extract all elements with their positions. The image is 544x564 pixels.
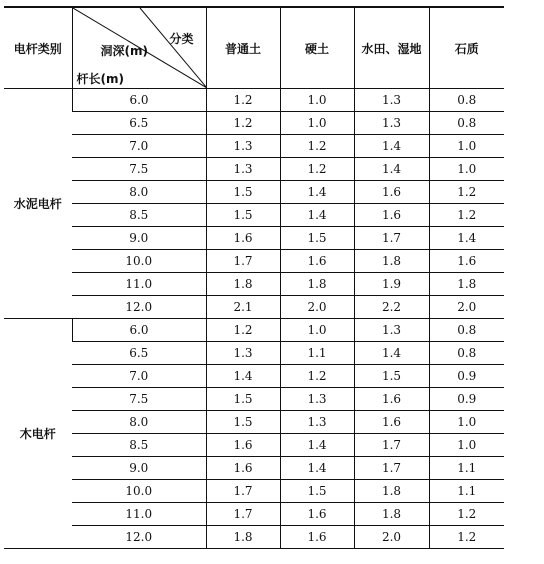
header-diagonal-cell	[72, 7, 206, 89]
pole-length-cell: 6.0	[72, 89, 206, 112]
depth-value-cell: 1.2	[206, 112, 280, 135]
table-row	[4, 89, 504, 112]
depth-value-cell: 0.8	[429, 89, 504, 112]
table-row	[4, 250, 504, 273]
depth-value-cell: 1.8	[429, 273, 504, 296]
depth-value-cell: 1.2	[280, 158, 354, 181]
depth-value-cell: 1.0	[429, 434, 504, 457]
pole-length-cell: 11.0	[72, 503, 206, 526]
pole-length-cell: 7.5	[72, 158, 206, 181]
depth-value-cell: 1.6	[354, 181, 429, 204]
depth-value-cell: 1.4	[429, 227, 504, 250]
depth-value-cell: 1.3	[206, 342, 280, 365]
pole-length-cell: 12.0	[72, 296, 206, 319]
depth-value-cell: 1.8	[280, 273, 354, 296]
pole-length-cell: 10.0	[72, 480, 206, 503]
depth-value-cell: 1.7	[206, 503, 280, 526]
depth-value-cell: 2.0	[354, 526, 429, 549]
table-row	[4, 319, 504, 342]
depth-value-cell: 1.5	[206, 388, 280, 411]
pole-type-cell: 木电杆	[4, 319, 72, 549]
pole-length-cell: 7.5	[72, 388, 206, 411]
table-row	[4, 526, 504, 549]
pole-length-cell: 7.0	[72, 135, 206, 158]
pole-depth-table	[4, 6, 504, 549]
depth-value-cell: 1.3	[354, 319, 429, 342]
depth-value-cell: 2.2	[354, 296, 429, 319]
pole-length-cell: 9.0	[72, 457, 206, 480]
depth-value-cell: 1.2	[280, 135, 354, 158]
pole-length-cell: 12.0	[72, 526, 206, 549]
pole-length-cell: 7.0	[72, 365, 206, 388]
depth-value-cell: 1.4	[206, 365, 280, 388]
depth-value-cell: 1.3	[280, 388, 354, 411]
depth-value-cell: 1.6	[206, 457, 280, 480]
depth-value-cell: 1.5	[206, 204, 280, 227]
depth-value-cell: 1.5	[280, 480, 354, 503]
depth-value-cell: 1.8	[354, 250, 429, 273]
table-row	[4, 503, 504, 526]
table-row	[4, 457, 504, 480]
header-paddy-wetland: 水田、湿地	[354, 7, 429, 89]
depth-value-cell: 0.8	[429, 319, 504, 342]
depth-value-cell: 1.3	[280, 411, 354, 434]
depth-value-cell: 1.0	[280, 112, 354, 135]
depth-value-cell: 1.2	[429, 204, 504, 227]
depth-value-cell: 1.4	[280, 204, 354, 227]
depth-value-cell: 1.4	[354, 158, 429, 181]
depth-value-cell: 1.0	[280, 89, 354, 112]
header-hard-soil: 硬土	[280, 7, 354, 89]
pole-type-cell: 水泥电杆	[4, 89, 72, 319]
table-row	[4, 135, 504, 158]
depth-value-cell: 1.6	[354, 204, 429, 227]
pole-length-cell: 10.0	[72, 250, 206, 273]
table-body	[4, 89, 504, 549]
depth-value-cell: 1.6	[280, 250, 354, 273]
depth-value-cell: 1.3	[206, 158, 280, 181]
pole-length-cell: 8.0	[72, 181, 206, 204]
depth-value-cell: 1.6	[429, 250, 504, 273]
depth-table-sheet	[4, 6, 504, 549]
depth-value-cell: 1.2	[429, 181, 504, 204]
depth-value-cell: 1.6	[280, 526, 354, 549]
table-row	[4, 434, 504, 457]
pole-length-cell: 6.0	[72, 319, 206, 342]
header-length-label: 杆长(m)	[76, 72, 124, 86]
header-ordinary-soil: 普通土	[206, 7, 280, 89]
table-row	[4, 204, 504, 227]
header-category-label: 分类	[169, 32, 194, 46]
depth-value-cell: 1.9	[354, 273, 429, 296]
table-row	[4, 365, 504, 388]
depth-value-cell: 1.8	[354, 480, 429, 503]
table-row	[4, 411, 504, 434]
depth-value-cell: 2.1	[206, 296, 280, 319]
depth-value-cell: 1.3	[354, 112, 429, 135]
depth-value-cell: 1.2	[206, 89, 280, 112]
depth-value-cell: 1.7	[354, 227, 429, 250]
pole-length-cell: 8.5	[72, 434, 206, 457]
header-pole-type: 电杆类别	[4, 7, 72, 89]
depth-value-cell: 1.2	[429, 526, 504, 549]
depth-value-cell: 1.0	[280, 319, 354, 342]
depth-value-cell: 1.8	[354, 503, 429, 526]
depth-value-cell: 1.7	[206, 480, 280, 503]
table-row	[4, 112, 504, 135]
table-row	[4, 227, 504, 250]
header-row	[4, 7, 504, 89]
table-row	[4, 388, 504, 411]
depth-value-cell: 1.1	[429, 457, 504, 480]
depth-value-cell: 1.6	[206, 227, 280, 250]
depth-value-cell: 1.3	[354, 89, 429, 112]
depth-value-cell: 1.7	[354, 457, 429, 480]
depth-value-cell: 1.4	[280, 434, 354, 457]
depth-value-cell: 1.5	[206, 411, 280, 434]
depth-value-cell: 1.4	[280, 457, 354, 480]
depth-value-cell: 1.4	[280, 181, 354, 204]
depth-value-cell: 2.0	[280, 296, 354, 319]
header-rock: 石质	[429, 7, 504, 89]
depth-value-cell: 1.6	[206, 434, 280, 457]
depth-value-cell: 0.9	[429, 365, 504, 388]
depth-value-cell: 1.1	[429, 480, 504, 503]
table-row	[4, 273, 504, 296]
depth-value-cell: 1.8	[206, 273, 280, 296]
table-row	[4, 296, 504, 319]
depth-value-cell: 2.0	[429, 296, 504, 319]
depth-value-cell: 1.2	[429, 503, 504, 526]
pole-length-cell: 9.0	[72, 227, 206, 250]
depth-value-cell: 0.8	[429, 112, 504, 135]
depth-value-cell: 1.7	[354, 434, 429, 457]
depth-value-cell: 1.7	[206, 250, 280, 273]
depth-value-cell: 1.0	[429, 158, 504, 181]
depth-value-cell: 1.4	[354, 342, 429, 365]
header-depth-label: 洞深(m)	[100, 44, 148, 58]
depth-value-cell: 1.3	[206, 135, 280, 158]
table-row	[4, 342, 504, 365]
pole-length-cell: 8.5	[72, 204, 206, 227]
depth-value-cell: 1.0	[429, 411, 504, 434]
depth-value-cell: 1.5	[354, 365, 429, 388]
depth-value-cell: 1.1	[280, 342, 354, 365]
depth-value-cell: 1.6	[354, 411, 429, 434]
depth-value-cell: 1.2	[280, 365, 354, 388]
depth-value-cell: 1.4	[354, 135, 429, 158]
depth-value-cell: 1.8	[206, 526, 280, 549]
depth-value-cell: 1.5	[206, 181, 280, 204]
depth-value-cell: 1.0	[429, 135, 504, 158]
depth-value-cell: 1.5	[280, 227, 354, 250]
depth-value-cell: 1.6	[280, 503, 354, 526]
pole-length-cell: 6.5	[72, 342, 206, 365]
depth-value-cell: 0.8	[429, 342, 504, 365]
pole-length-cell: 6.5	[72, 112, 206, 135]
depth-value-cell: 1.2	[206, 319, 280, 342]
depth-value-cell: 0.9	[429, 388, 504, 411]
table-row	[4, 158, 504, 181]
table-row	[4, 480, 504, 503]
pole-length-cell: 11.0	[72, 273, 206, 296]
depth-value-cell: 1.6	[354, 388, 429, 411]
pole-length-cell: 8.0	[72, 411, 206, 434]
table-row	[4, 181, 504, 204]
